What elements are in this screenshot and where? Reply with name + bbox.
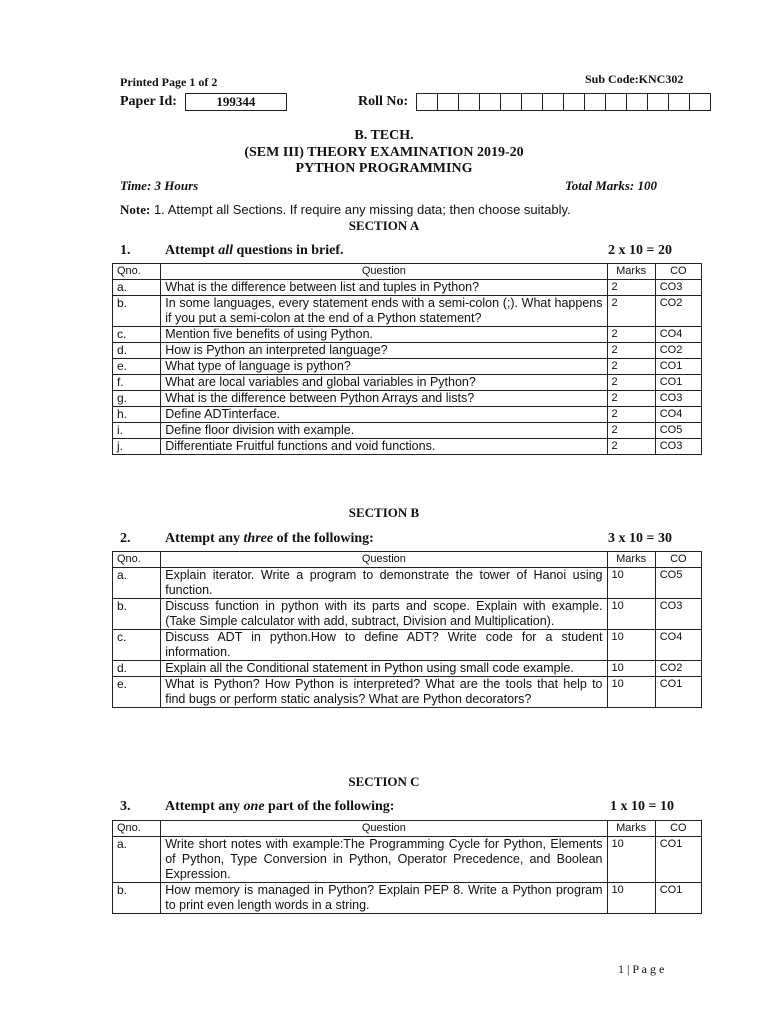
col-co: CO [655, 821, 701, 837]
section-a-num: 1. [120, 243, 131, 258]
col-question: Question [161, 552, 607, 568]
section-c-table [112, 820, 702, 914]
paper-id-box: 199344 [185, 93, 287, 111]
note-text: 1. Attempt all Sections. If require any missing data; then choose suitably. [153, 202, 571, 217]
table-header [113, 552, 702, 568]
degree-title: B. TECH. [354, 128, 414, 143]
page-footer: 1 | P a g e [618, 962, 665, 976]
section-b-num: 2. [120, 531, 131, 546]
table-header [113, 264, 702, 280]
table-row: f. What are local variables and global variables in Python? 2 CO1 [113, 375, 702, 391]
table-row: b. In some languages, every statement ends with a semi-colon (;). What happens if you put a semi-colon at the end of a Python statement? 2 CO2 [113, 296, 702, 327]
col-question: Question [161, 821, 607, 837]
table-row: b. How memory is managed in Python? Explain PEP 8. Write a Python program to print even length words in a string. 10 CO1 [113, 883, 702, 914]
table-row: e. What type of language is python? 2 CO1 [113, 359, 702, 375]
section-a-instruction: Attempt all questions in brief. [165, 243, 344, 258]
section-a-marks: 2 x 10 = 20 [608, 243, 672, 258]
table-row: c. Discuss ADT in python.How to define ADT? Write code for a student information. 10 CO4 [113, 630, 702, 661]
paper-id-row [120, 93, 287, 111]
table-row: h. Define ADTinterface. 2 CO4 [113, 407, 702, 423]
table-row: a. Explain iterator. Write a program to demonstrate the tower of Hanoi using function. 10 CO5 [113, 568, 702, 599]
table-row: g. What is the difference between Python Arrays and lists? 2 CO3 [113, 391, 702, 407]
col-marks: Marks [607, 264, 655, 280]
section-b-marks: 3 x 10 = 30 [608, 531, 672, 546]
col-question: Question [161, 264, 607, 280]
section-c-num: 3. [120, 799, 131, 814]
exam-title: (SEM III) THEORY EXAMINATION 2019-20 [244, 145, 524, 160]
roll-no-row [358, 93, 711, 111]
table-row: a. What is the difference between list and tuples in Python? 2 CO3 [113, 280, 702, 296]
table-row: d. How is Python an interpreted language? 2 CO2 [113, 343, 702, 359]
table-header [113, 821, 702, 837]
table-row: b. Discuss function in python with its parts and scope. Explain with example. (Take Simple calculator with add, subtract, Division and Multiplication). 10 CO3 [113, 599, 702, 630]
subject-title: PYTHON PROGRAMMING [295, 161, 473, 176]
section-a-title: SECTION A [348, 218, 420, 233]
section-b-title: SECTION B [348, 505, 420, 520]
section-c-title: SECTION C [348, 774, 420, 789]
time-label: Time: 3 Hours [120, 178, 199, 193]
table-row: j. Differentiate Fruitful functions and void functions. 2 CO3 [113, 439, 702, 455]
col-qno: Qno. [113, 552, 161, 568]
col-marks: Marks [607, 821, 655, 837]
section-c-marks: 1 x 10 = 10 [610, 799, 674, 814]
col-qno: Qno. [113, 264, 161, 280]
col-marks: Marks [607, 552, 655, 568]
table-row: d. Explain all the Conditional statement in Python using small code example. 10 CO2 [113, 661, 702, 677]
section-c-instruction: Attempt any one part of the following: [165, 799, 395, 814]
roll-no-label: Roll No: [358, 94, 409, 109]
section-a-table [112, 263, 702, 455]
section-b-instruction: Attempt any three of the following: [165, 531, 374, 546]
table-row: a. Write short notes with example:The Programming Cycle for Python, Elements of Python, Type Conversion in Python, Operator Precedence, and Boolean Expression. 10 CO1 [113, 837, 702, 883]
printed-page: Printed Page 1 of 2 [120, 75, 218, 89]
note [120, 202, 571, 218]
roll-no-boxes [416, 93, 711, 111]
paper-id-label: Paper Id: [120, 94, 177, 109]
col-co: CO [655, 552, 701, 568]
table-row: i. Define floor division with example. 2 CO5 [113, 423, 702, 439]
sub-code: Sub Code:KNC302 [585, 72, 684, 86]
table-row: c. Mention five benefits of using Python. 2 CO4 [113, 327, 702, 343]
total-marks: Total Marks: 100 [565, 178, 657, 193]
col-qno: Qno. [113, 821, 161, 837]
section-b-table [112, 551, 702, 708]
table-row: e. What is Python? How Python is interpreted? What are the tools that help to find bugs or perform static analysis? What are Python decorators? 10 CO1 [113, 677, 702, 708]
note-label: Note: [120, 202, 151, 217]
col-co: CO [655, 264, 701, 280]
